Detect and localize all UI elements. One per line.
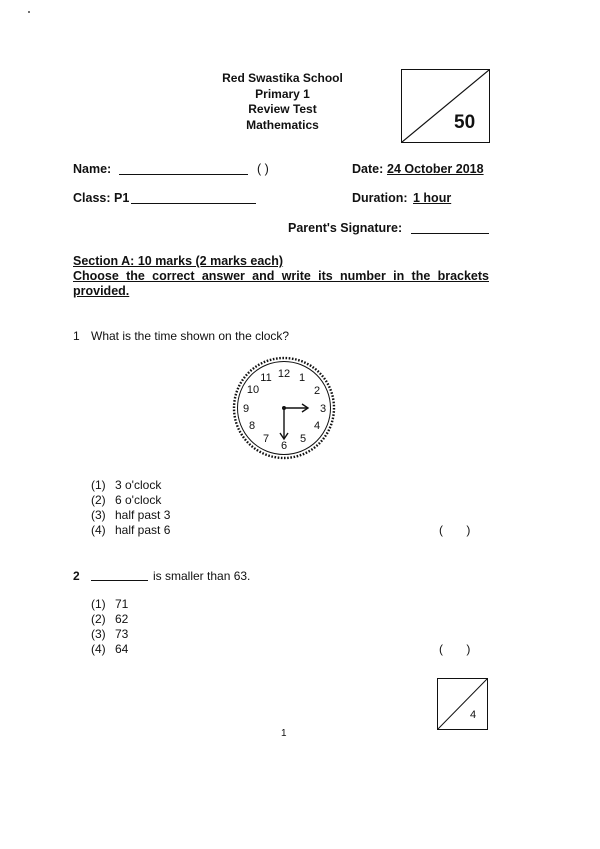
option: (2) 62 (91, 612, 129, 626)
question-1-text: What is the time shown on the clock? (91, 329, 290, 343)
answer-brackets-2[interactable]: ( ) (439, 642, 471, 656)
clock-number: 1 (298, 372, 306, 384)
total-marks: 50 (454, 112, 476, 133)
clock-number: 11 (260, 372, 272, 384)
question-2-number: 2 (73, 569, 80, 583)
clock-number: 12 (277, 368, 291, 380)
clock-number: 6 (280, 440, 288, 452)
option: (2) 6 o'clock (91, 493, 162, 507)
scan-speck (28, 11, 30, 13)
section-instruction: Choose the correct answer and write its number in the brackets provided. (73, 269, 489, 298)
duration-value: 1 hour (413, 191, 452, 205)
question-2-options (91, 597, 128, 657)
date-value: 24 October 2018 (387, 162, 484, 176)
name-field[interactable] (119, 163, 248, 175)
question-2-text: is smaller than 63. (153, 569, 251, 583)
clock-number: 10 (246, 384, 260, 396)
option: (1) 3 o'clock (91, 478, 162, 492)
index-brackets: ( ) (257, 162, 269, 176)
clock-number: 2 (313, 385, 321, 397)
option: (3) half past 3 (91, 508, 171, 522)
page-score: 4 (470, 709, 477, 721)
duration-label: Duration: (352, 191, 408, 205)
parent-signature-field[interactable] (411, 222, 489, 234)
option: (4) 64 (91, 642, 129, 656)
option: (3) 73 (91, 627, 129, 641)
class-label: Class: P1 (73, 191, 130, 205)
level: Primary 1 (255, 87, 310, 101)
parent-signature-label: Parent's Signature: (288, 221, 403, 235)
diagonal-line (402, 70, 489, 142)
class-field[interactable] (131, 192, 256, 204)
school-name: Red Swastika School (222, 71, 343, 85)
name-label: Name: (73, 162, 112, 176)
question-1-options (91, 478, 170, 538)
clock-number: 3 (319, 403, 327, 415)
test-name: Review Test (248, 102, 317, 116)
page-score-box (437, 678, 488, 730)
option: (4) half past 6 (91, 523, 171, 537)
clock-number: 8 (248, 420, 256, 432)
clock-figure (232, 356, 336, 460)
clock-number: 7 (262, 433, 270, 445)
question-1-number: 1 (73, 329, 80, 343)
diagonal-line (438, 679, 487, 729)
subject: Mathematics (246, 118, 319, 132)
date-label: Date: (352, 162, 384, 176)
clock-number: 5 (299, 433, 307, 445)
page-number: 1 (281, 728, 287, 739)
clock-center (282, 406, 286, 410)
option: (1) 71 (91, 597, 129, 611)
clock-number: 4 (313, 420, 321, 432)
answer-brackets-1[interactable]: ( ) (439, 523, 471, 537)
clock-number: 9 (242, 403, 250, 415)
total-marks-box (401, 69, 490, 143)
section-title: Section A: 10 marks (2 marks each) (73, 254, 284, 268)
question-2-blank[interactable] (91, 569, 148, 581)
clock-svg (232, 356, 336, 460)
